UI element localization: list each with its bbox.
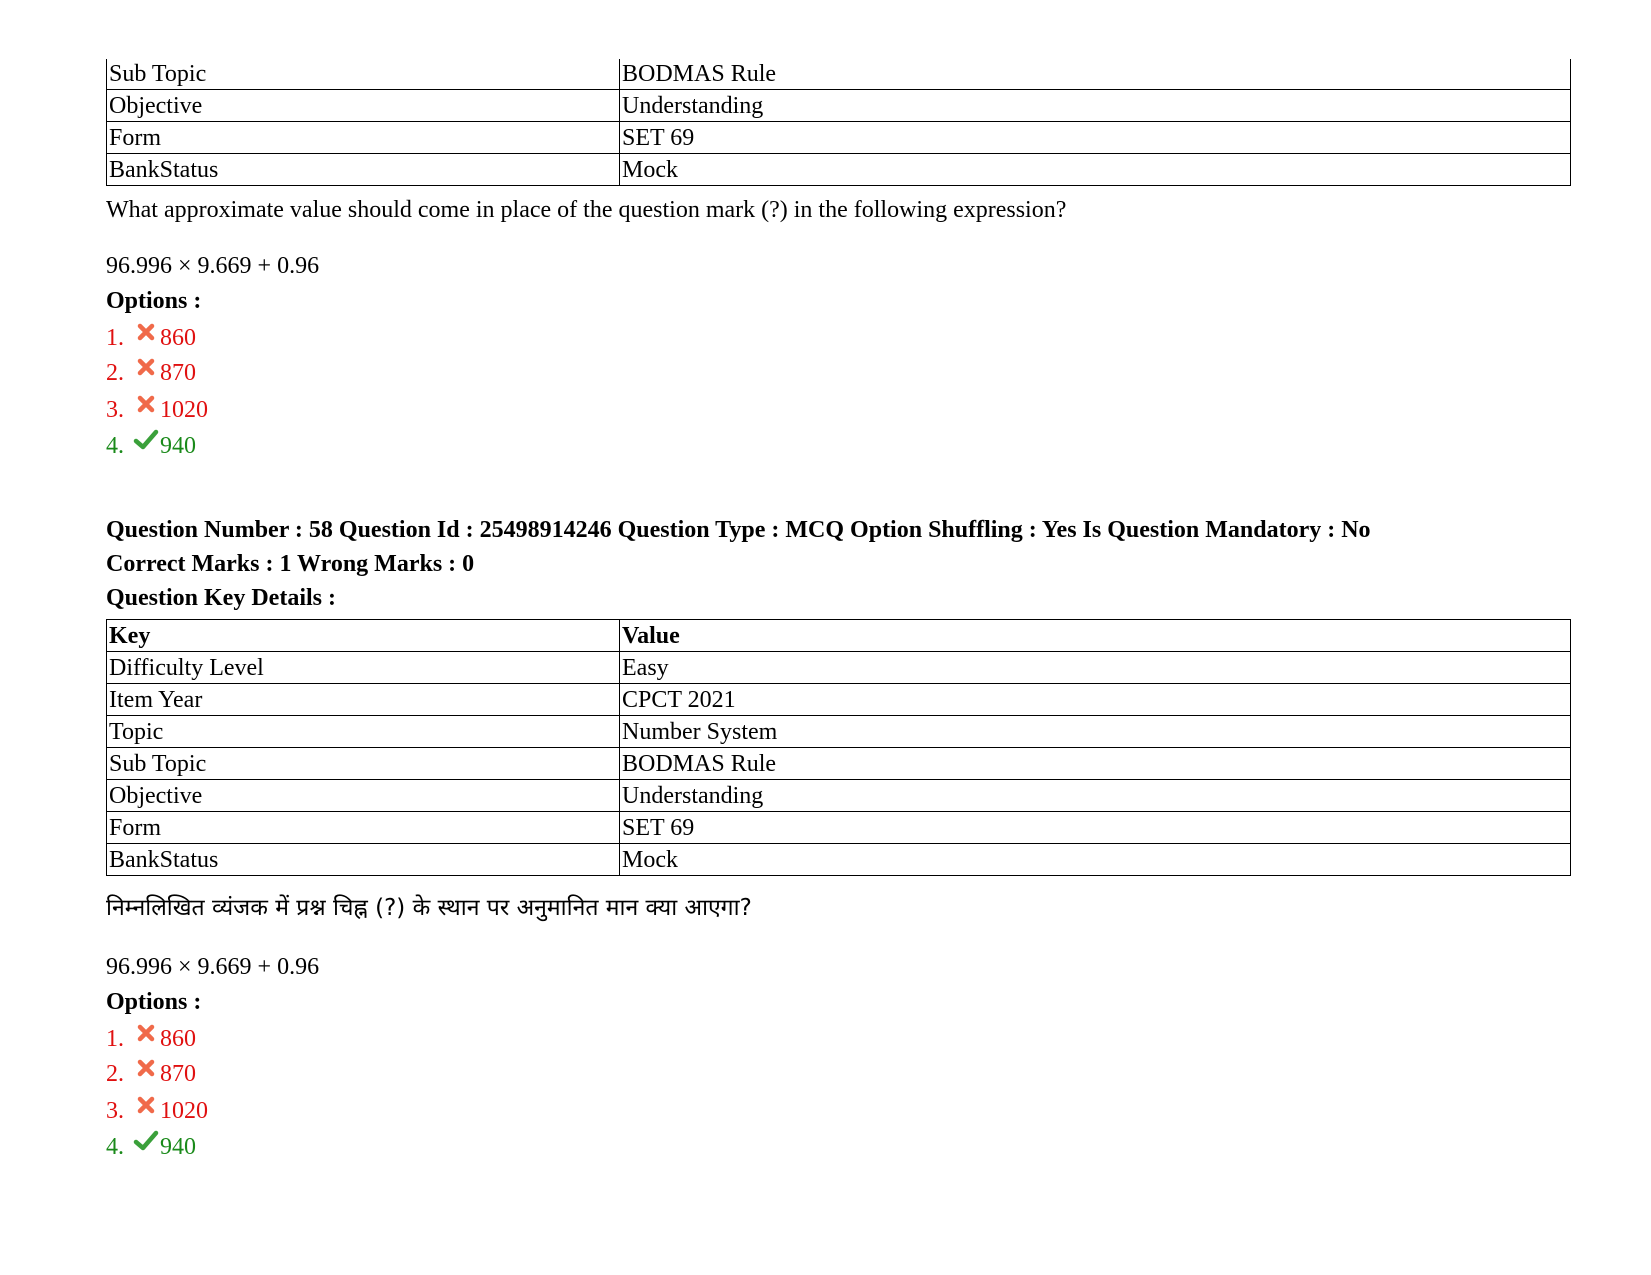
cross-icon xyxy=(132,390,160,418)
question-header: Question Number : 58 Question Id : 25498914246 Question Type : MCQ Option Shuffling : Yes Is Question Mandatory : No xyxy=(106,517,1371,543)
value-cell: Easy xyxy=(620,652,1571,684)
value-cell: SET 69 xyxy=(620,812,1571,844)
table-row xyxy=(107,748,1571,780)
value-cell: Mock xyxy=(620,154,1571,186)
option-item xyxy=(106,1059,196,1089)
table-row xyxy=(107,90,1571,122)
option-number: 2. xyxy=(106,1061,124,1087)
option-text: 1020 xyxy=(160,397,208,423)
option-item xyxy=(106,1096,208,1126)
value-cell: CPCT 2021 xyxy=(620,684,1571,716)
cross-icon xyxy=(132,318,160,346)
question-key-details-table xyxy=(106,619,1571,876)
key-cell: Objective xyxy=(107,90,620,122)
option-text: 940 xyxy=(160,433,196,459)
value-cell: Understanding xyxy=(620,90,1571,122)
table-row xyxy=(107,716,1571,748)
option-number: 1. xyxy=(106,1026,124,1052)
option-number: 2. xyxy=(106,360,124,386)
option-text: 940 xyxy=(160,1134,196,1160)
value-header: Value xyxy=(620,620,1571,652)
table-row xyxy=(107,812,1571,844)
options-label: Options : xyxy=(106,989,202,1015)
option-item xyxy=(106,395,208,425)
option-text: 1020 xyxy=(160,1098,208,1124)
check-icon xyxy=(132,426,160,454)
value-cell: BODMAS Rule xyxy=(620,59,1571,90)
cross-icon xyxy=(132,353,160,381)
option-number: 3. xyxy=(106,1098,124,1124)
marks-line: Correct Marks : 1 Wrong Marks : 0 xyxy=(106,551,475,577)
options-label: Options : xyxy=(106,288,202,314)
key-cell: BankStatus xyxy=(107,154,620,186)
option-item xyxy=(106,1132,196,1162)
option-text: 860 xyxy=(160,325,196,351)
table-row xyxy=(107,59,1571,90)
option-text: 870 xyxy=(160,1061,196,1087)
question-text: निम्नलिखित व्यंजक में प्रश्न चिह्न (?) के स्थान पर अनुमानित मान क्या आएगा? xyxy=(106,895,752,921)
key-details-label: Question Key Details : xyxy=(106,585,336,611)
table-row xyxy=(107,844,1571,876)
table-row xyxy=(107,652,1571,684)
option-item xyxy=(106,358,196,388)
option-number: 3. xyxy=(106,397,124,423)
key-header: Key xyxy=(107,620,620,652)
key-cell: Objective xyxy=(107,780,620,812)
key-cell: Topic xyxy=(107,716,620,748)
table-header-row xyxy=(107,620,1571,652)
option-number: 1. xyxy=(106,325,124,351)
table-row xyxy=(107,684,1571,716)
option-number: 4. xyxy=(106,433,124,459)
key-cell: Difficulty Level xyxy=(107,652,620,684)
key-cell: Sub Topic xyxy=(107,59,620,90)
value-cell: Mock xyxy=(620,844,1571,876)
table-row xyxy=(107,154,1571,186)
key-cell: BankStatus xyxy=(107,844,620,876)
check-icon xyxy=(132,1127,160,1155)
value-cell: Number System xyxy=(620,716,1571,748)
option-text: 860 xyxy=(160,1026,196,1052)
table-row xyxy=(107,122,1571,154)
question-text: What approximate value should come in place of the question mark (?) in the following expression? xyxy=(106,197,1067,223)
key-cell: Item Year xyxy=(107,684,620,716)
cross-icon xyxy=(132,1019,160,1047)
cross-icon xyxy=(132,1054,160,1082)
key-cell: Form xyxy=(107,122,620,154)
value-cell: Understanding xyxy=(620,780,1571,812)
option-item xyxy=(106,323,196,353)
option-text: 870 xyxy=(160,360,196,386)
question-key-details-table xyxy=(106,59,1571,186)
question-expression: 96.996 × 9.669 + 0.96 xyxy=(106,253,320,279)
option-number: 4. xyxy=(106,1134,124,1160)
key-cell: Sub Topic xyxy=(107,748,620,780)
table-row xyxy=(107,780,1571,812)
cross-icon xyxy=(132,1091,160,1119)
value-cell: BODMAS Rule xyxy=(620,748,1571,780)
option-item xyxy=(106,431,196,461)
value-cell: SET 69 xyxy=(620,122,1571,154)
question-expression: 96.996 × 9.669 + 0.96 xyxy=(106,954,320,980)
key-cell: Form xyxy=(107,812,620,844)
option-item xyxy=(106,1024,196,1054)
